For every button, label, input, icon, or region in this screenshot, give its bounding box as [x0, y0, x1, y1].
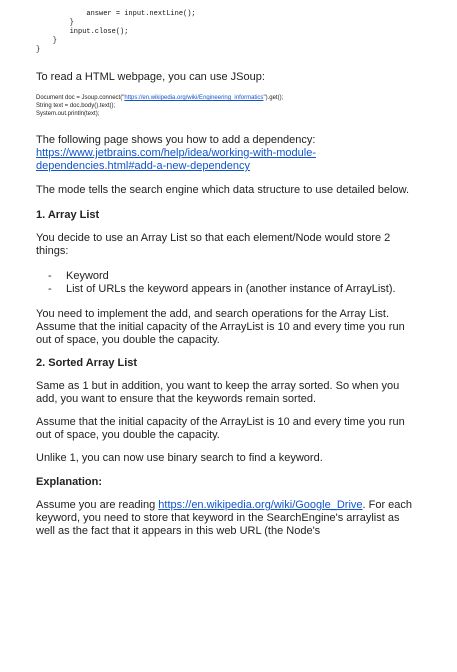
section-2-para-3: Unlike 1, you can now use binary search to find a keyword. — [36, 452, 323, 464]
section-2-para-1: Same as 1 but in addition, you want to keep the array sorted. So when you add, you want to ensure that the keywords remain sorted. — [36, 380, 400, 405]
code-line: } — [36, 19, 74, 27]
jsoup-code-line-3: System.out.println(text); — [36, 111, 100, 117]
list-item: - Keyword — [48, 270, 421, 283]
list-item: - List of URLs the keyword appears in (another instance of ArrayList). — [48, 283, 421, 296]
section-2-para-2: Assume that the initial capacity of the ArrayList is 10 and every time you run out of space, you double the capacity. — [36, 416, 405, 441]
section-2-heading: 2. Sorted Array List — [36, 357, 138, 369]
code-line: input.close(); — [36, 28, 129, 36]
section-1-heading: 1. Array List — [36, 209, 100, 221]
jsoup-code-text: ").get(); — [263, 95, 284, 101]
jsoup-code-line-2: String text = doc.body().text(); — [36, 103, 116, 109]
jsoup-code — [36, 94, 421, 118]
google-drive-link[interactable]: https://en.wikipedia.org/wiki/Google_Drive — [158, 499, 363, 511]
explanation-paragraph — [36, 499, 421, 538]
section-1-intro: You decide to use an Array List so that each element/Node would store 2 things: — [36, 232, 391, 257]
engineering-informatics-link[interactable]: https://en.wikipedia.org/wiki/Engineering_informatics — [124, 95, 264, 101]
mode-paragraph: The mode tells the search engine which data structure to use detailed below. — [36, 184, 410, 196]
dependency-text: The following page shows you how to add a dependency: — [36, 134, 316, 146]
jsoup-code-text: Document doc = Jsoup.connect(" — [36, 95, 125, 101]
section-1-body: You need to implement the add, and search operations for the Array List. Assume that the initial capacity of the ArrayList is 10 and every time you run out of space, you double the capacity. — [36, 308, 405, 346]
jetbrains-dependency-link[interactable]: https://www.jetbrains.com/help/idea/working-with-module-dependencies.html#add-a-new-dependency — [36, 147, 317, 172]
code-block — [36, 10, 421, 55]
section-1-list — [36, 270, 421, 296]
jsoup-intro: To read a HTML webpage, you can use JSoup: — [36, 71, 265, 83]
explanation-heading: Explanation: — [36, 476, 103, 488]
explanation-text: Assume you are reading — [36, 499, 159, 511]
jsoup-code-line-1 — [36, 94, 421, 102]
code-line: } — [36, 37, 58, 45]
explanation-text: . For each keyword, you need to store that keyword in the SearchEngine's arraylist as well as the fact that it appears in this web URL (the Node's — [36, 499, 413, 537]
code-line: } — [36, 46, 41, 54]
dependency-paragraph — [36, 134, 421, 173]
code-line: answer = input.nextLine(); — [36, 10, 196, 18]
